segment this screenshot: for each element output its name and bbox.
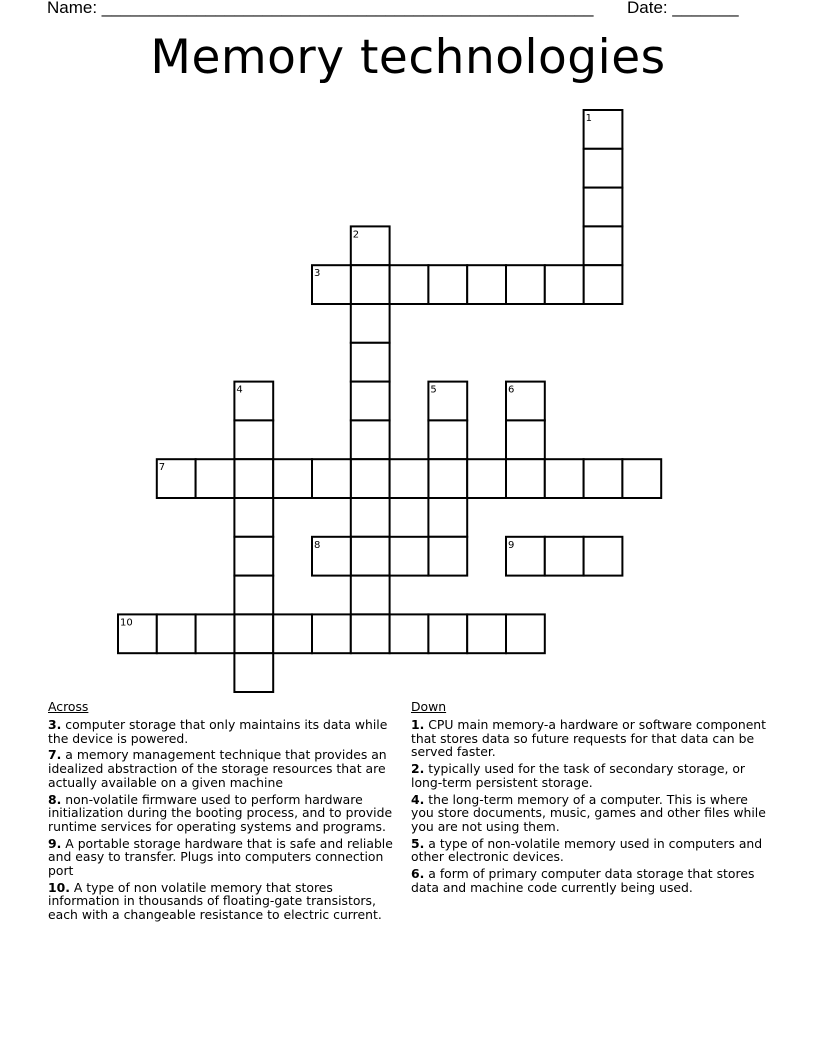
grid-cell[interactable] — [428, 459, 467, 498]
grid-cell[interactable] — [351, 420, 390, 459]
clue-text: CPU main memory-a hardware or software component that stores data so future requests for that data can be served faster. — [411, 717, 767, 760]
grid-cell[interactable] — [234, 614, 273, 653]
grid-cell[interactable] — [351, 537, 390, 576]
clue-number: 5. — [411, 835, 425, 851]
across-clues — [48, 700, 408, 925]
grid-cell[interactable] — [428, 420, 467, 459]
clue-number: 10. — [48, 879, 70, 895]
clue-number: 4. — [411, 791, 425, 807]
grid-cell[interactable] — [584, 226, 623, 265]
grid-cell[interactable] — [196, 459, 235, 498]
grid-cell[interactable] — [506, 420, 545, 459]
clue-number: 1. — [411, 717, 425, 732]
clue-item — [411, 793, 773, 834]
grid-cell[interactable] — [273, 614, 312, 653]
grid-cell[interactable] — [584, 459, 623, 498]
clue-text: the long-term memory of a computer. This is where you store documents, music, games and other files while you are not using them. — [411, 791, 766, 834]
cell-number: 1 — [585, 113, 592, 124]
grid-cell[interactable] — [234, 420, 273, 459]
grid-cell[interactable] — [467, 459, 506, 498]
clue-item — [411, 867, 773, 894]
clue-text: A portable storage hardware that is safe and reliable and easy to transfer. Plugs into computers connection port — [48, 835, 393, 879]
grid-cell[interactable] — [467, 614, 506, 653]
cell-number: 3 — [314, 268, 321, 280]
grid-cell[interactable] — [234, 653, 273, 692]
grid-cell[interactable] — [584, 537, 623, 576]
grid-cell[interactable] — [622, 459, 661, 498]
grid-cell[interactable] — [428, 498, 467, 537]
cell-number: 5 — [430, 384, 437, 396]
cell-number: 6 — [508, 384, 515, 396]
cell-number: 10 — [120, 617, 133, 629]
grid-cell[interactable] — [584, 265, 623, 304]
clue-item — [411, 837, 773, 864]
grid-cell[interactable] — [273, 459, 312, 498]
clue-text: a form of primary computer data storage that stores data and machine code currently being used. — [411, 866, 755, 895]
grid-cell[interactable] — [196, 614, 235, 653]
grid-cell[interactable] — [390, 537, 429, 576]
name-field-label: Name: ____________________________________________________ — [47, 0, 594, 17]
date-field-label: Date: _______ — [627, 0, 739, 17]
across-heading: Across — [48, 699, 89, 714]
down-clues — [411, 700, 773, 897]
grid-cell[interactable] — [545, 537, 584, 576]
cell-number: 9 — [508, 539, 515, 551]
grid-cell[interactable] — [351, 576, 390, 615]
clue-item — [48, 718, 408, 745]
grid-cell[interactable] — [545, 459, 584, 498]
clue-number: 3. — [48, 717, 62, 732]
cell-number: 2 — [352, 229, 360, 241]
clue-number: 7. — [48, 747, 62, 763]
grid-cell[interactable] — [351, 304, 390, 343]
grid-cell[interactable] — [351, 343, 390, 382]
clue-number: 2. — [411, 761, 425, 777]
grid-cell[interactable] — [234, 537, 273, 576]
clue-text: A type of non volatile memory that stores information in thousands of floating-gate transistors, each with a changeable resistance to electric current. — [48, 879, 382, 923]
grid-cell[interactable] — [584, 149, 623, 188]
clue-item — [411, 762, 773, 789]
grid-cell[interactable] — [157, 614, 196, 653]
clue-text: computer storage that only maintains its data while the device is powered. — [48, 717, 388, 746]
grid-cell[interactable] — [428, 537, 467, 576]
grid-cell[interactable] — [467, 265, 506, 304]
grid-cell[interactable] — [545, 265, 584, 304]
down-heading: Down — [411, 699, 447, 714]
clue-text: a memory management technique that provides an idealized abstraction of the storage resources that are actually available on a given machine — [48, 747, 387, 790]
grid-cell[interactable] — [506, 265, 545, 304]
grid-cell[interactable] — [234, 576, 273, 615]
grid-cell[interactable] — [312, 614, 351, 653]
grid-cell[interactable] — [351, 498, 390, 537]
grid-cell[interactable] — [428, 614, 467, 653]
grid-cell[interactable] — [351, 459, 390, 498]
page-title: Memory technologies — [150, 30, 666, 85]
cell-number: 4 — [236, 384, 243, 396]
grid-cell[interactable] — [351, 265, 390, 304]
grid-cell[interactable] — [584, 188, 623, 227]
clue-item — [48, 837, 408, 878]
cell-number: 7 — [158, 462, 166, 474]
clue-number: 6. — [411, 866, 425, 882]
clue-text: typically used for the task of secondary storage, or long-term persistent storage. — [411, 761, 745, 790]
grid-cell[interactable] — [390, 614, 429, 653]
clue-item — [48, 793, 408, 834]
clue-item — [48, 881, 408, 922]
clue-text: a type of non-volatile memory used in computers and other electronic devices. — [411, 835, 763, 865]
grid-cell[interactable] — [506, 614, 545, 653]
grid-cell[interactable] — [390, 459, 429, 498]
grid-cell[interactable] — [234, 498, 273, 537]
grid-cell[interactable] — [428, 265, 467, 304]
clue-item — [411, 718, 773, 759]
grid-cell[interactable] — [312, 459, 351, 498]
grid-cell[interactable] — [506, 459, 545, 498]
clue-number: 9. — [48, 835, 62, 851]
clue-text: non-volatile firmware used to perform hardware initialization during the booting process, and to provide runtime services for operating systems and programs. — [48, 791, 393, 834]
clue-number: 8. — [48, 791, 62, 807]
grid-cell[interactable] — [390, 265, 429, 304]
grid-cell[interactable] — [351, 614, 390, 653]
clue-item — [48, 748, 408, 789]
cell-number: 8 — [314, 539, 321, 551]
grid-cell[interactable] — [351, 382, 390, 421]
grid-cell[interactable] — [234, 459, 273, 498]
